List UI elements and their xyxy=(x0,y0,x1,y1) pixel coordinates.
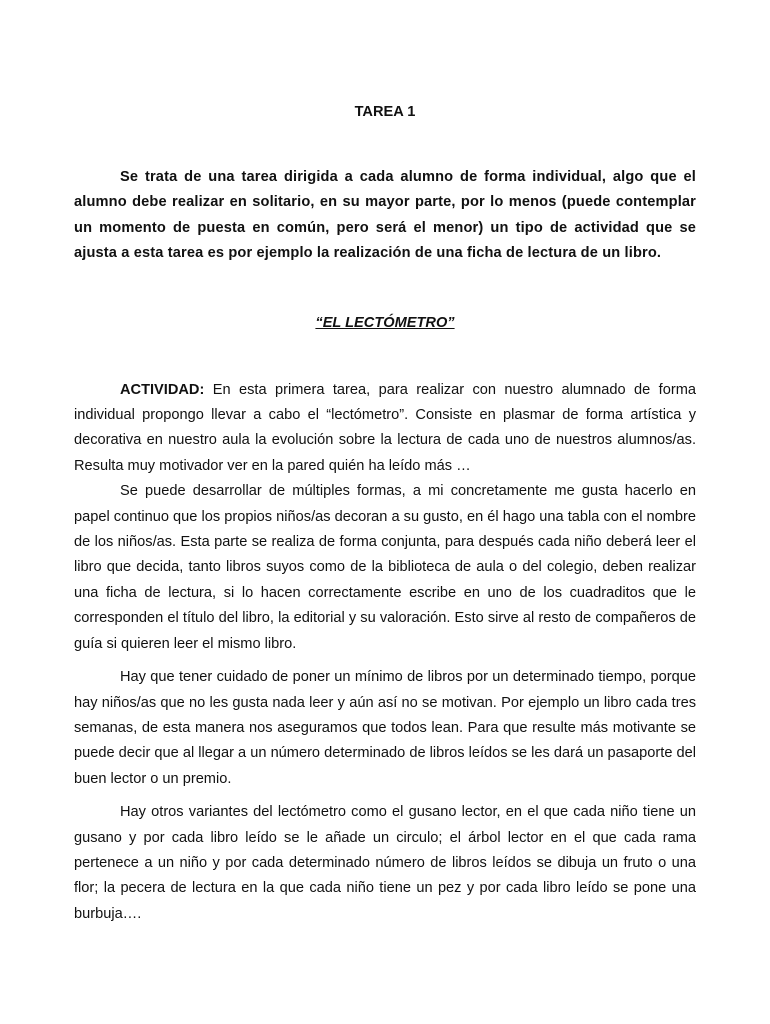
intro-paragraph: Se trata de una tarea dirigida a cada alumno de forma individual, algo que el alumno debe realizar en solitario, en su mayor parte, por lo menos (puede contemplar un momento de puesta en común, pero será el menor) un tipo de actividad que se ajusta a esta tarea es por ejemplo la realización de una ficha de lectura de un libro. xyxy=(74,169,696,262)
activity-paragraph xyxy=(74,378,696,480)
section-subtitle: “EL LECTÓMETRO” xyxy=(315,314,455,331)
document-title: TAREA 1 xyxy=(354,104,416,120)
document-content xyxy=(74,102,696,927)
body-paragraph: Hay que tener cuidado de poner un mínimo de libros por un determinado tiempo, porque hay niños/as que no les gusta nada leer y aún así no se motivan. Por ejemplo un libro cada tres semanas, de esta manera nos aseguramos que todos lean. Para que resulte más motivante se puede decir que al llegar a un número determinado de libros leídos se les dará un pasaporte del buen lector o un premio. xyxy=(74,669,696,787)
activity-text: En esta primera tarea, para realizar con nuestro alumnado de forma individual propongo llevar a cabo el “lectómetro”. Consiste en plasmar de forma artística y decorativa en nuestro aula la evolución sobre la lectura de cada uno de nuestros alumnos/as. Resulta muy motivador ver en la pared quién ha leído más … xyxy=(74,381,696,474)
body-paragraph: Hay otros variantes del lectómetro como el gusano lector, en el que cada niño tiene un gusano y por cada libro leído se le añade un circulo; el árbol lector en el que cada rama pertenece a un niño y por cada determinado número de libros leídos se dibuja un fruto o una flor; la pecera de lectura en la que cada niño tiene un pez y por cada libro leído se pone una burbuja…. xyxy=(74,804,696,922)
activity-label: ACTIVIDAD: xyxy=(120,381,205,398)
body-paragraph: Se puede desarrollar de múltiples formas, a mi concretamente me gusta hacerlo en papel continuo que los propios niños/as decoran a su gusto, en él hago una tabla con el nombre de los niños/as. Esta parte se realiza de forma conjunta, para después cada niño deberá leer el libro que decida, tanto libros suyos como de la biblioteca de aula o del colegio, deben realizar una ficha de lectura, si lo hacen correctamente escribe en uno de los cuadraditos que le corresponden el título del libro, la editorial y su valoración. Esto sirve al resto de compañeros de guía si quieren leer el mismo libro. xyxy=(74,483,696,652)
